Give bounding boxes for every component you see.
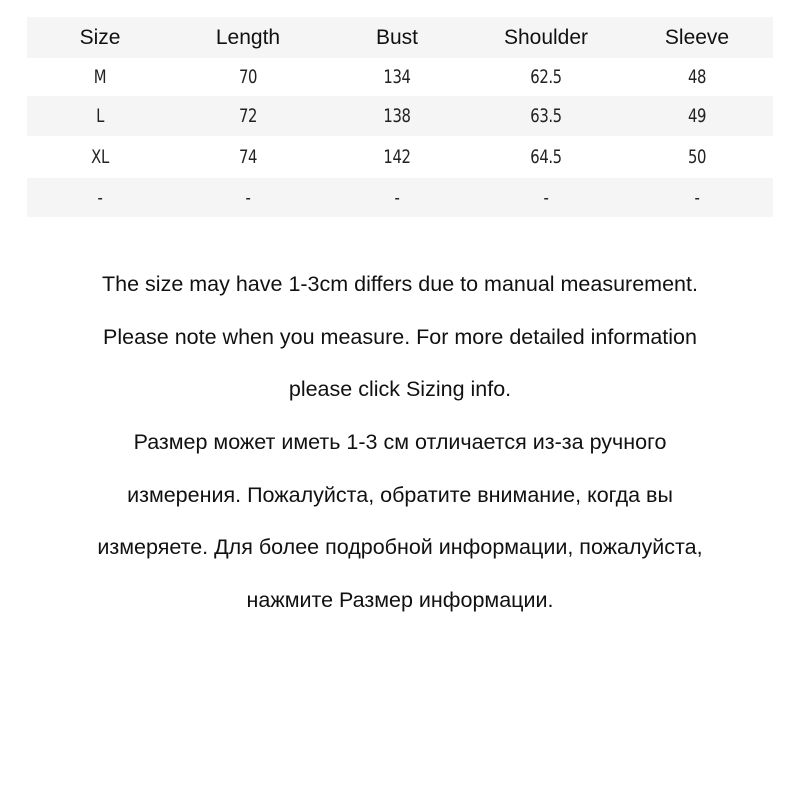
table-header-row	[27, 17, 773, 58]
note-line-en-3: please click Sizing info.	[288, 377, 512, 402]
cell-sleeve: 50	[687, 146, 707, 168]
cell-length: -	[245, 186, 251, 209]
note-line-en-2: Please note when you measure. For more detailed information	[103, 324, 697, 349]
column-header-sleeve: Sleeve	[664, 25, 730, 49]
cell-size: M	[93, 66, 107, 88]
table-row-l	[27, 96, 773, 136]
note-line-en-1: The size may have 1-3cm differs due to manual measurement.	[102, 272, 698, 296]
cell-sleeve: 49	[687, 105, 707, 127]
cell-bust: 142	[383, 146, 411, 168]
cell-bust: 138	[383, 105, 411, 127]
table-row-m	[27, 58, 773, 96]
column-header-size: Size	[79, 25, 121, 49]
size-chart-table	[27, 17, 773, 217]
note-line-ru-4: нажмите Размер информации.	[246, 588, 554, 613]
cell-shoulder: 63.5	[530, 105, 562, 127]
cell-size: L	[96, 105, 104, 127]
cell-size: XL	[91, 146, 109, 168]
cell-length: 70	[238, 66, 258, 88]
cell-length: 74	[238, 146, 258, 168]
cell-size: -	[97, 186, 103, 209]
cell-shoulder: -	[543, 186, 549, 209]
cell-length: 72	[238, 105, 258, 127]
measurement-note	[0, 258, 800, 627]
column-header-shoulder: Shoulder	[503, 25, 589, 49]
note-line-ru-3: измеряете. Для более подробной информации, пожалуйста,	[97, 535, 703, 560]
column-header-bust: Bust	[375, 25, 419, 49]
note-line-ru-1: Размер может иметь 1-3 см отличается из-за ручного	[133, 430, 667, 455]
cell-sleeve: 48	[687, 66, 707, 88]
table-row-empty	[27, 178, 773, 217]
note-line-ru-2: измерения. Пожалуйста, обратите внимание, когда вы	[127, 482, 673, 507]
cell-shoulder: 62.5	[530, 66, 562, 88]
column-header-length: Length	[215, 25, 281, 49]
cell-bust: -	[394, 186, 400, 209]
cell-shoulder: 64.5	[530, 146, 562, 168]
cell-bust: 134	[383, 66, 411, 88]
table-row-xl	[27, 136, 773, 178]
cell-sleeve: -	[694, 186, 700, 209]
